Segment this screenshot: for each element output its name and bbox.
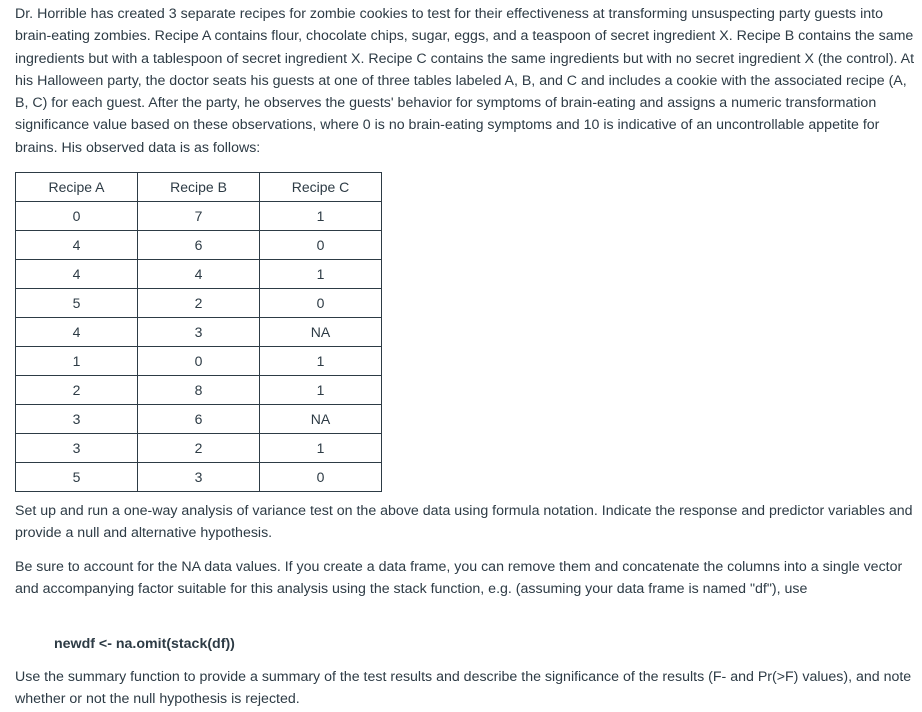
table-row [16, 318, 382, 347]
table-cell: 3 [138, 463, 260, 492]
table-row [16, 202, 382, 231]
table-cell: 0 [16, 202, 138, 231]
table-cell: 0 [138, 347, 260, 376]
table-cell: 5 [16, 463, 138, 492]
table-cell: 2 [138, 434, 260, 463]
table-cell: NA [260, 318, 382, 347]
table-cell: 6 [138, 405, 260, 434]
header-recipe-b: Recipe B [138, 173, 260, 202]
data-table-container [15, 172, 382, 492]
table-cell: 1 [16, 347, 138, 376]
table-cell: 4 [16, 318, 138, 347]
table-cell: NA [260, 405, 382, 434]
table-cell: 1 [260, 202, 382, 231]
table-cell: 4 [16, 231, 138, 260]
table-cell: 0 [260, 463, 382, 492]
code-snippet: newdf <- na.omit(stack(df)) [54, 636, 235, 652]
table-cell: 6 [138, 231, 260, 260]
table-cell: 2 [16, 376, 138, 405]
table-cell: 7 [138, 202, 260, 231]
table-row [16, 463, 382, 492]
table-row [16, 347, 382, 376]
summary-paragraph: Use the summary function to provide a summary of the test results and describe the significance of the results (F- and Pr(>F) values), and note whether or not the null hypothesis is rejected. [15, 669, 912, 708]
table-cell: 5 [16, 289, 138, 318]
table-cell: 4 [16, 260, 138, 289]
header-recipe-a: Recipe A [16, 173, 138, 202]
table-cell: 1 [260, 260, 382, 289]
table-cell: 0 [260, 289, 382, 318]
table-cell: 3 [16, 405, 138, 434]
table-header-row [16, 173, 382, 202]
table-row [16, 289, 382, 318]
table-cell: 0 [260, 231, 382, 260]
table-row [16, 376, 382, 405]
intro-paragraph: Dr. Horrible has created 3 separate recipes for zombie cookies to test for their effectiveness at transforming unsuspecting party guests into brain-eating zombies. Recipe A contains flour, chocolate chips, sugar, eggs, and a teaspoon of secret ingredient X. Recipe B contains the same ingredients but with a tablespoon of secret ingredient X. Recipe C contains the same ingredients but with no secret ingredient X (the control). At his Halloween party, the doctor seats his guests at one of three tables labeled A, B, and C and includes a cookie with the associated recipe (A, B, C) for each guest. After the party, he observes the guests' behavior for symptoms of brain-eating and assigns a numeric transformation significance value based on these observations, where 0 is no brain-eating symptoms and 10 is indicative of an uncontrollable appetite for brains. His observed data is as follows: [15, 6, 915, 156]
table-cell: 2 [138, 289, 260, 318]
setup-paragraph: Set up and run a one-way analysis of variance test on the above data using formula notation. Indicate the response and predictor variables and provide a null and alternative hypothesis. [15, 503, 913, 542]
table-row [16, 260, 382, 289]
table-cell: 3 [138, 318, 260, 347]
table-row [16, 434, 382, 463]
na-handling-paragraph: Be sure to account for the NA data values. If you create a data frame, you can remove them and concatenate the columns into a single vector and accompanying factor suitable for this analysis using the stack function, e.g. (assuming your data frame is named "df"), use [15, 559, 903, 598]
table-row [16, 231, 382, 260]
table-cell: 8 [138, 376, 260, 405]
header-recipe-c: Recipe C [260, 173, 382, 202]
table-cell: 4 [138, 260, 260, 289]
table-cell: 3 [16, 434, 138, 463]
table-row [16, 405, 382, 434]
table-cell: 1 [260, 376, 382, 405]
table-cell: 1 [260, 347, 382, 376]
table-cell: 1 [260, 434, 382, 463]
recipe-data-table [15, 172, 382, 492]
